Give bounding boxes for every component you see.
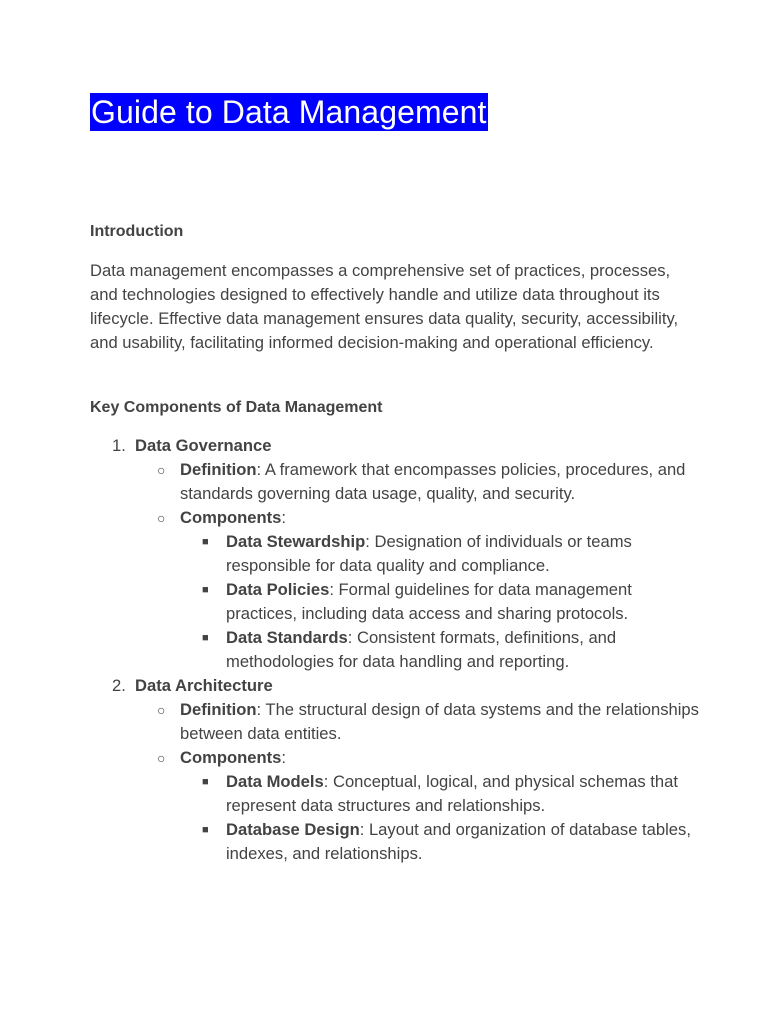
- list-item-component: [90, 530, 700, 578]
- definition-label: Definition: [180, 700, 257, 719]
- hollow-circle-bullet-icon: ○: [157, 462, 166, 478]
- definition-label: Definition: [180, 460, 257, 479]
- document-title: Guide to Data Management: [91, 94, 487, 130]
- section-title: Data Architecture: [135, 676, 273, 695]
- list-item-component: [90, 578, 700, 626]
- list-item-definition: [90, 698, 700, 746]
- square-bullet-icon: ■: [202, 824, 209, 836]
- hollow-circle-bullet-icon: ○: [157, 510, 166, 526]
- introduction-paragraph: Data management encompasses a comprehensive set of practices, processes, and technologies designed to effectively handle and utilize data throughout its lifecycle. Effective data management ensures data quality, security, accessibility, and usability, facilitating informed decision-making and operational efficiency.: [90, 261, 679, 352]
- key-components-heading: Key Components of Data Management: [90, 399, 383, 416]
- square-bullet-icon: ■: [202, 776, 209, 788]
- square-bullet-icon: ■: [202, 632, 209, 644]
- component-label: Data Standards: [226, 628, 348, 647]
- hollow-circle-bullet-icon: ○: [157, 702, 166, 718]
- section-title: Data Governance: [135, 436, 272, 455]
- introduction-heading: Introduction: [90, 223, 184, 240]
- list-item-component: [90, 626, 700, 674]
- list-item-component: [90, 818, 700, 866]
- hollow-circle-bullet-icon: ○: [157, 750, 166, 766]
- definition-text: : A framework that encompasses policies, procedures, and standards governing data usage, quality, and security.: [180, 460, 686, 503]
- component-text: : Designation of individuals or teams responsible for data quality and compliance.: [226, 532, 632, 575]
- component-text: : Conceptual, logical, and physical schemas that represent data structures and relationships.: [226, 772, 678, 815]
- component-label: Data Models: [226, 772, 324, 791]
- list-item-components: [90, 506, 700, 530]
- list-number: 2.: [112, 676, 126, 695]
- component-text: : Layout and organization of database tables, indexes, and relationships.: [226, 820, 691, 863]
- square-bullet-icon: ■: [202, 536, 209, 548]
- component-label: Data Policies: [226, 580, 330, 599]
- component-label: Database Design: [226, 820, 360, 839]
- components-suffix: :: [281, 748, 287, 767]
- outline-section-data-architecture: [90, 674, 700, 698]
- list-item-components: [90, 746, 700, 770]
- component-text: : Formal guidelines for data management practices, including data access and sharing protocols.: [226, 580, 632, 623]
- component-label: Data Stewardship: [226, 532, 366, 551]
- square-bullet-icon: ■: [202, 584, 209, 596]
- list-number: 1.: [112, 436, 126, 455]
- list-item-component: [90, 770, 700, 818]
- components-suffix: :: [281, 508, 287, 527]
- component-text: : Consistent formats, definitions, and methodologies for data handling and reporting.: [226, 628, 617, 671]
- definition-text: : The structural design of data systems and the relationships between data entities.: [180, 700, 699, 743]
- components-label: Components: [180, 748, 282, 767]
- key-components-outline: [90, 434, 700, 866]
- components-label: Components: [180, 508, 282, 527]
- outline-section-data-governance: [90, 434, 700, 458]
- list-item-definition: [90, 458, 700, 506]
